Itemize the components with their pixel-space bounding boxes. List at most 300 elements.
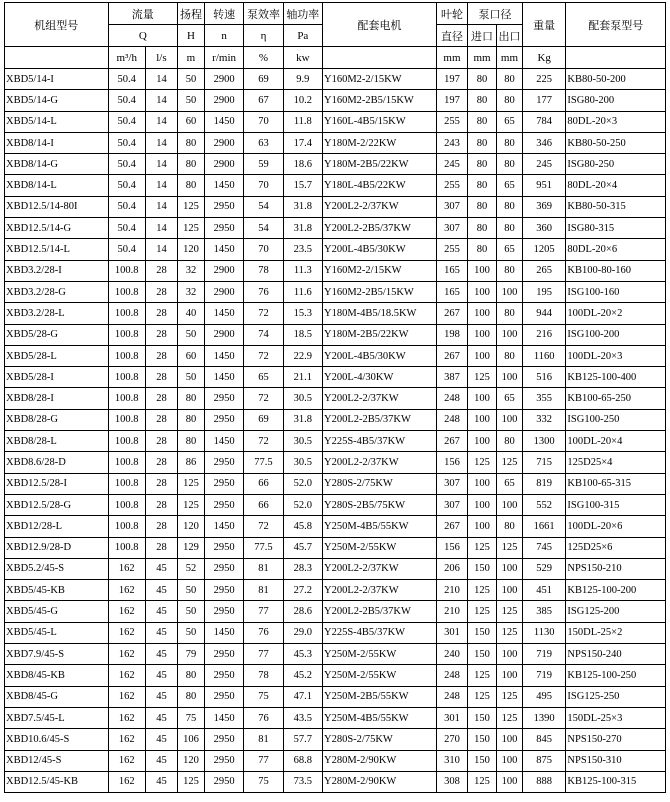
- cell-shaft-power: 21.1: [283, 367, 322, 388]
- cell-outlet: 125: [497, 686, 523, 707]
- cell-inlet: 125: [468, 686, 497, 707]
- cell-pump-model: NPS150-240: [566, 644, 666, 665]
- cell-impeller-diameter: 206: [436, 558, 467, 579]
- header-port: 泵口径: [468, 3, 523, 25]
- cell-pump-model: 100DL-20×2: [566, 303, 666, 324]
- cell-impeller-diameter: 243: [436, 132, 467, 153]
- unit-outlet: mm: [497, 47, 523, 69]
- cell-flow-m3h: 162: [108, 750, 145, 771]
- cell-impeller-diameter: 307: [436, 218, 467, 239]
- cell-flow-m3h: 100.8: [108, 409, 145, 430]
- cell-outlet: 80: [497, 132, 523, 153]
- cell-outlet: 65: [497, 388, 523, 409]
- header-weight: 重量: [522, 3, 566, 47]
- cell-shaft-power: 47.1: [283, 686, 322, 707]
- cell-impeller-diameter: 198: [436, 324, 467, 345]
- cell-impeller-diameter: 267: [436, 516, 467, 537]
- cell-flow-m3h: 100.8: [108, 324, 145, 345]
- cell-motor: Y180L-4B5/22KW: [323, 175, 437, 196]
- cell-pump-model: NPS150-270: [566, 729, 666, 750]
- cell-impeller-diameter: 307: [436, 196, 467, 217]
- cell-outlet: 100: [497, 580, 523, 601]
- cell-shaft-power: 11.8: [283, 111, 322, 132]
- cell-outlet: 100: [497, 494, 523, 515]
- cell-model: XBD8.6/28-D: [5, 452, 109, 473]
- cell-head: 80: [178, 388, 205, 409]
- cell-motor: Y200L2-2/37KW: [323, 196, 437, 217]
- cell-inlet: 80: [468, 196, 497, 217]
- table-row: [5, 409, 666, 430]
- unit-flow-ls: l/s: [145, 47, 177, 69]
- cell-outlet: 80: [497, 154, 523, 175]
- cell-speed: 1450: [204, 431, 243, 452]
- cell-flow-ls: 45: [145, 644, 177, 665]
- cell-head: 125: [178, 494, 205, 515]
- cell-flow-m3h: 50.4: [108, 90, 145, 111]
- cell-flow-ls: 28: [145, 281, 177, 302]
- cell-efficiency: 72: [244, 345, 283, 366]
- cell-shaft-power: 30.5: [283, 452, 322, 473]
- cell-pump-model: 150DL-25×2: [566, 622, 666, 643]
- cell-head: 50: [178, 90, 205, 111]
- cell-model: XBD12.9/28-D: [5, 537, 109, 558]
- cell-speed: 1450: [204, 622, 243, 643]
- cell-impeller-diameter: 210: [436, 601, 467, 622]
- cell-speed: 2950: [204, 388, 243, 409]
- cell-model: XBD12.5/28-G: [5, 494, 109, 515]
- cell-outlet: 65: [497, 239, 523, 260]
- cell-model: XBD3.2/28-G: [5, 281, 109, 302]
- cell-flow-ls: 28: [145, 494, 177, 515]
- cell-model: XBD3.2/28-I: [5, 260, 109, 281]
- cell-flow-m3h: 50.4: [108, 69, 145, 90]
- cell-flow-m3h: 162: [108, 558, 145, 579]
- cell-speed: 1450: [204, 111, 243, 132]
- cell-pump-model: KB80-50-250: [566, 132, 666, 153]
- cell-shaft-power: 10.2: [283, 90, 322, 111]
- cell-weight: 888: [522, 771, 566, 792]
- cell-efficiency: 78: [244, 665, 283, 686]
- cell-weight: 784: [522, 111, 566, 132]
- table-row: [5, 601, 666, 622]
- cell-weight: 1300: [522, 431, 566, 452]
- cell-weight: 216: [522, 324, 566, 345]
- cell-flow-ls: 14: [145, 239, 177, 260]
- cell-flow-ls: 45: [145, 729, 177, 750]
- header-speed: 转速: [204, 3, 243, 25]
- table-row: [5, 452, 666, 473]
- cell-model: XBD7.5/45-L: [5, 707, 109, 728]
- cell-speed: 2950: [204, 218, 243, 239]
- cell-impeller-diameter: 255: [436, 175, 467, 196]
- unit-flow-m3h: m³/h: [108, 47, 145, 69]
- cell-shaft-power: 31.8: [283, 196, 322, 217]
- cell-shaft-power: 18.6: [283, 154, 322, 175]
- cell-flow-ls: 45: [145, 771, 177, 792]
- cell-outlet: 100: [497, 367, 523, 388]
- table-row: [5, 558, 666, 579]
- cell-model: XBD8/28-L: [5, 431, 109, 452]
- cell-pump-model: KB125-100-315: [566, 771, 666, 792]
- cell-motor: Y250M-2/55KW: [323, 537, 437, 558]
- cell-flow-m3h: 50.4: [108, 196, 145, 217]
- cell-efficiency: 72: [244, 431, 283, 452]
- cell-head: 125: [178, 473, 205, 494]
- cell-motor: Y200L-4B5/30KW: [323, 239, 437, 260]
- cell-weight: 529: [522, 558, 566, 579]
- cell-weight: 369: [522, 196, 566, 217]
- cell-pump-model: KB125-100-250: [566, 665, 666, 686]
- cell-motor: Y180M-2B5/22KW: [323, 324, 437, 345]
- cell-pump-model: ISG100-200: [566, 324, 666, 345]
- cell-flow-m3h: 50.4: [108, 239, 145, 260]
- cell-flow-ls: 14: [145, 218, 177, 239]
- cell-flow-m3h: 50.4: [108, 175, 145, 196]
- cell-flow-m3h: 162: [108, 665, 145, 686]
- table-row: [5, 345, 666, 366]
- cell-pump-model: NPS150-210: [566, 558, 666, 579]
- cell-speed: 1450: [204, 367, 243, 388]
- header-pump-model: 配套泵型号: [566, 3, 666, 47]
- cell-motor: Y200L-4B5/30KW: [323, 345, 437, 366]
- pump-spec-table: [4, 2, 666, 793]
- cell-outlet: 80: [497, 516, 523, 537]
- cell-weight: 552: [522, 494, 566, 515]
- cell-flow-ls: 14: [145, 196, 177, 217]
- cell-shaft-power: 15.7: [283, 175, 322, 196]
- cell-model: XBD5/28-G: [5, 324, 109, 345]
- cell-flow-ls: 28: [145, 409, 177, 430]
- cell-head: 50: [178, 622, 205, 643]
- cell-impeller-diameter: 267: [436, 345, 467, 366]
- cell-flow-ls: 28: [145, 260, 177, 281]
- cell-speed: 1450: [204, 516, 243, 537]
- cell-model: XBD3.2/28-L: [5, 303, 109, 324]
- cell-flow-m3h: 162: [108, 686, 145, 707]
- cell-shaft-power: 23.5: [283, 239, 322, 260]
- cell-model: XBD12.5/14-G: [5, 218, 109, 239]
- cell-head: 79: [178, 644, 205, 665]
- cell-outlet: 100: [497, 729, 523, 750]
- header-efficiency: 泵效率: [244, 3, 283, 25]
- cell-outlet: 80: [497, 90, 523, 111]
- cell-outlet: 80: [497, 431, 523, 452]
- cell-motor: Y200L2-2B5/37KW: [323, 218, 437, 239]
- cell-efficiency: 70: [244, 111, 283, 132]
- table-header: [5, 3, 666, 69]
- cell-efficiency: 75: [244, 686, 283, 707]
- cell-model: XBD8/28-I: [5, 388, 109, 409]
- cell-flow-ls: 14: [145, 111, 177, 132]
- cell-flow-m3h: 50.4: [108, 111, 145, 132]
- cell-motor: Y200L2-2/37KW: [323, 452, 437, 473]
- cell-motor: Y160L-4B5/15KW: [323, 111, 437, 132]
- cell-flow-ls: 28: [145, 367, 177, 388]
- cell-pump-model: ISG125-200: [566, 601, 666, 622]
- cell-shaft-power: 17.4: [283, 132, 322, 153]
- cell-weight: 875: [522, 750, 566, 771]
- cell-motor: Y280M-2/90KW: [323, 771, 437, 792]
- cell-outlet: 100: [497, 409, 523, 430]
- cell-motor: Y250M-2/55KW: [323, 665, 437, 686]
- cell-inlet: 80: [468, 90, 497, 111]
- cell-weight: 944: [522, 303, 566, 324]
- cell-shaft-power: 45.8: [283, 516, 322, 537]
- cell-outlet: 100: [497, 750, 523, 771]
- cell-head: 80: [178, 686, 205, 707]
- cell-efficiency: 81: [244, 729, 283, 750]
- cell-efficiency: 59: [244, 154, 283, 175]
- cell-efficiency: 69: [244, 409, 283, 430]
- cell-flow-ls: 45: [145, 580, 177, 601]
- cell-head: 80: [178, 154, 205, 175]
- cell-shaft-power: 52.0: [283, 494, 322, 515]
- cell-outlet: 125: [497, 622, 523, 643]
- cell-model: XBD5/45-G: [5, 601, 109, 622]
- cell-impeller-diameter: 387: [436, 367, 467, 388]
- cell-motor: Y280S-2/75KW: [323, 473, 437, 494]
- cell-speed: 1450: [204, 175, 243, 196]
- cell-shaft-power: 15.3: [283, 303, 322, 324]
- cell-weight: 715: [522, 452, 566, 473]
- table-row: [5, 473, 666, 494]
- cell-inlet: 125: [468, 537, 497, 558]
- cell-impeller-diameter: 301: [436, 622, 467, 643]
- cell-impeller-diameter: 245: [436, 154, 467, 175]
- table-row: [5, 516, 666, 537]
- cell-inlet: 150: [468, 729, 497, 750]
- cell-flow-ls: 28: [145, 516, 177, 537]
- header-shaft-power: 轴功率: [283, 3, 322, 25]
- cell-weight: 1205: [522, 239, 566, 260]
- cell-efficiency: 66: [244, 473, 283, 494]
- cell-head: 60: [178, 345, 205, 366]
- cell-weight: 1661: [522, 516, 566, 537]
- cell-speed: 2950: [204, 771, 243, 792]
- table-row: [5, 729, 666, 750]
- cell-shaft-power: 31.8: [283, 218, 322, 239]
- cell-flow-ls: 14: [145, 90, 177, 111]
- cell-inlet: 100: [468, 494, 497, 515]
- cell-outlet: 125: [497, 452, 523, 473]
- table-row: [5, 281, 666, 302]
- cell-model: XBD7.9/45-S: [5, 644, 109, 665]
- cell-flow-m3h: 100.8: [108, 473, 145, 494]
- cell-efficiency: 81: [244, 558, 283, 579]
- header-efficiency-symbol: η: [244, 25, 283, 47]
- cell-impeller-diameter: 310: [436, 750, 467, 771]
- cell-pump-model: ISG125-250: [566, 686, 666, 707]
- cell-flow-ls: 28: [145, 388, 177, 409]
- cell-motor: Y160M2-2/15KW: [323, 69, 437, 90]
- cell-speed: 2900: [204, 69, 243, 90]
- cell-weight: 1130: [522, 622, 566, 643]
- cell-speed: 1450: [204, 707, 243, 728]
- table-row: [5, 367, 666, 388]
- cell-pump-model: ISG100-315: [566, 494, 666, 515]
- cell-shaft-power: 28.3: [283, 558, 322, 579]
- cell-efficiency: 77: [244, 750, 283, 771]
- cell-speed: 2950: [204, 644, 243, 665]
- header-flow-symbol: Q: [108, 25, 177, 47]
- cell-pump-model: KB80-50-315: [566, 196, 666, 217]
- cell-efficiency: 72: [244, 388, 283, 409]
- unit-weight: Kg: [522, 47, 566, 69]
- cell-inlet: 80: [468, 132, 497, 153]
- table-row: [5, 132, 666, 153]
- cell-flow-ls: 28: [145, 431, 177, 452]
- cell-speed: 2950: [204, 473, 243, 494]
- cell-flow-m3h: 100.8: [108, 431, 145, 452]
- cell-impeller-diameter: 267: [436, 303, 467, 324]
- cell-pump-model: 125D25×4: [566, 452, 666, 473]
- cell-model: XBD12/28-L: [5, 516, 109, 537]
- cell-impeller-diameter: 307: [436, 494, 467, 515]
- cell-model: XBD8/45-KB: [5, 665, 109, 686]
- cell-pump-model: 100DL-20×3: [566, 345, 666, 366]
- cell-pump-model: KB100-65-250: [566, 388, 666, 409]
- cell-flow-m3h: 100.8: [108, 388, 145, 409]
- cell-efficiency: 76: [244, 281, 283, 302]
- cell-flow-m3h: 162: [108, 707, 145, 728]
- cell-model: XBD5/14-I: [5, 69, 109, 90]
- cell-head: 40: [178, 303, 205, 324]
- cell-inlet: 100: [468, 473, 497, 494]
- cell-motor: Y200L2-2B5/37KW: [323, 409, 437, 430]
- cell-flow-ls: 14: [145, 69, 177, 90]
- cell-motor: Y280S-2B5/75KW: [323, 494, 437, 515]
- cell-impeller-diameter: 301: [436, 707, 467, 728]
- cell-motor: Y225S-4B5/37KW: [323, 622, 437, 643]
- cell-pump-model: KB80-50-200: [566, 69, 666, 90]
- cell-outlet: 80: [497, 218, 523, 239]
- cell-outlet: 65: [497, 111, 523, 132]
- cell-inlet: 150: [468, 707, 497, 728]
- cell-impeller-diameter: 308: [436, 771, 467, 792]
- cell-inlet: 125: [468, 367, 497, 388]
- cell-impeller-diameter: 255: [436, 111, 467, 132]
- cell-speed: 2900: [204, 324, 243, 345]
- cell-head: 129: [178, 537, 205, 558]
- header-head: 扬程: [178, 3, 205, 25]
- cell-outlet: 80: [497, 303, 523, 324]
- cell-efficiency: 65: [244, 367, 283, 388]
- cell-flow-m3h: 100.8: [108, 494, 145, 515]
- cell-pump-model: 100DL-20×4: [566, 431, 666, 452]
- cell-shaft-power: 30.5: [283, 388, 322, 409]
- cell-flow-m3h: 162: [108, 644, 145, 665]
- cell-pump-model: 150DL-25×3: [566, 707, 666, 728]
- header-head-symbol: H: [178, 25, 205, 47]
- cell-speed: 1450: [204, 239, 243, 260]
- cell-shaft-power: 45.7: [283, 537, 322, 558]
- cell-pump-model: KB125-100-200: [566, 580, 666, 601]
- cell-inlet: 100: [468, 324, 497, 345]
- table-row: [5, 218, 666, 239]
- cell-model: XBD12.5/45-KB: [5, 771, 109, 792]
- cell-efficiency: 72: [244, 516, 283, 537]
- cell-speed: 2950: [204, 580, 243, 601]
- cell-shaft-power: 52.0: [283, 473, 322, 494]
- cell-speed: 2900: [204, 154, 243, 175]
- cell-pump-model: ISG80-200: [566, 90, 666, 111]
- cell-outlet: 100: [497, 281, 523, 302]
- cell-outlet: 125: [497, 707, 523, 728]
- cell-flow-ls: 14: [145, 154, 177, 175]
- cell-speed: 2950: [204, 537, 243, 558]
- header-impeller-2: 直径: [436, 25, 467, 47]
- cell-inlet: 150: [468, 558, 497, 579]
- cell-inlet: 80: [468, 239, 497, 260]
- cell-speed: 2950: [204, 452, 243, 473]
- cell-head: 86: [178, 452, 205, 473]
- table-row: [5, 537, 666, 558]
- cell-impeller-diameter: 255: [436, 239, 467, 260]
- table-row: [5, 196, 666, 217]
- table-row: [5, 494, 666, 515]
- table-row: [5, 580, 666, 601]
- unit-efficiency: %: [244, 47, 283, 69]
- cell-shaft-power: 45.3: [283, 644, 322, 665]
- cell-inlet: 125: [468, 601, 497, 622]
- cell-weight: 1160: [522, 345, 566, 366]
- cell-impeller-diameter: 248: [436, 665, 467, 686]
- table-body: [5, 69, 666, 793]
- cell-speed: 2950: [204, 729, 243, 750]
- cell-shaft-power: 30.5: [283, 431, 322, 452]
- cell-outlet: 80: [497, 196, 523, 217]
- table-row: [5, 239, 666, 260]
- header-inlet: 进口: [468, 25, 497, 47]
- cell-inlet: 100: [468, 303, 497, 324]
- cell-inlet: 80: [468, 218, 497, 239]
- cell-pump-model: ISG100-160: [566, 281, 666, 302]
- header-impeller-1: 叶轮: [436, 3, 467, 25]
- cell-inlet: 125: [468, 452, 497, 473]
- cell-efficiency: 67: [244, 90, 283, 111]
- cell-flow-m3h: 162: [108, 622, 145, 643]
- cell-efficiency: 78: [244, 260, 283, 281]
- cell-flow-m3h: 50.4: [108, 132, 145, 153]
- table-row: [5, 324, 666, 345]
- cell-flow-ls: 45: [145, 622, 177, 643]
- cell-flow-ls: 14: [145, 175, 177, 196]
- header-flow: 流量: [108, 3, 177, 25]
- cell-outlet: 80: [497, 69, 523, 90]
- cell-pump-model: 80DL-20×4: [566, 175, 666, 196]
- cell-inlet: 100: [468, 260, 497, 281]
- cell-speed: 2950: [204, 665, 243, 686]
- cell-impeller-diameter: 197: [436, 69, 467, 90]
- cell-shaft-power: 27.2: [283, 580, 322, 601]
- cell-efficiency: 77: [244, 601, 283, 622]
- cell-flow-m3h: 100.8: [108, 281, 145, 302]
- table-row: [5, 750, 666, 771]
- cell-impeller-diameter: 156: [436, 452, 467, 473]
- cell-weight: 819: [522, 473, 566, 494]
- cell-pump-model: KB100-80-160: [566, 260, 666, 281]
- cell-weight: 385: [522, 601, 566, 622]
- cell-head: 32: [178, 260, 205, 281]
- cell-outlet: 80: [497, 345, 523, 366]
- cell-motor: Y250M-2/55KW: [323, 644, 437, 665]
- cell-efficiency: 72: [244, 303, 283, 324]
- cell-speed: 1450: [204, 345, 243, 366]
- cell-inlet: 80: [468, 69, 497, 90]
- header-speed-symbol: n: [204, 25, 243, 47]
- cell-motor: Y200L2-2/37KW: [323, 388, 437, 409]
- header-motor: 配套电机: [323, 3, 437, 47]
